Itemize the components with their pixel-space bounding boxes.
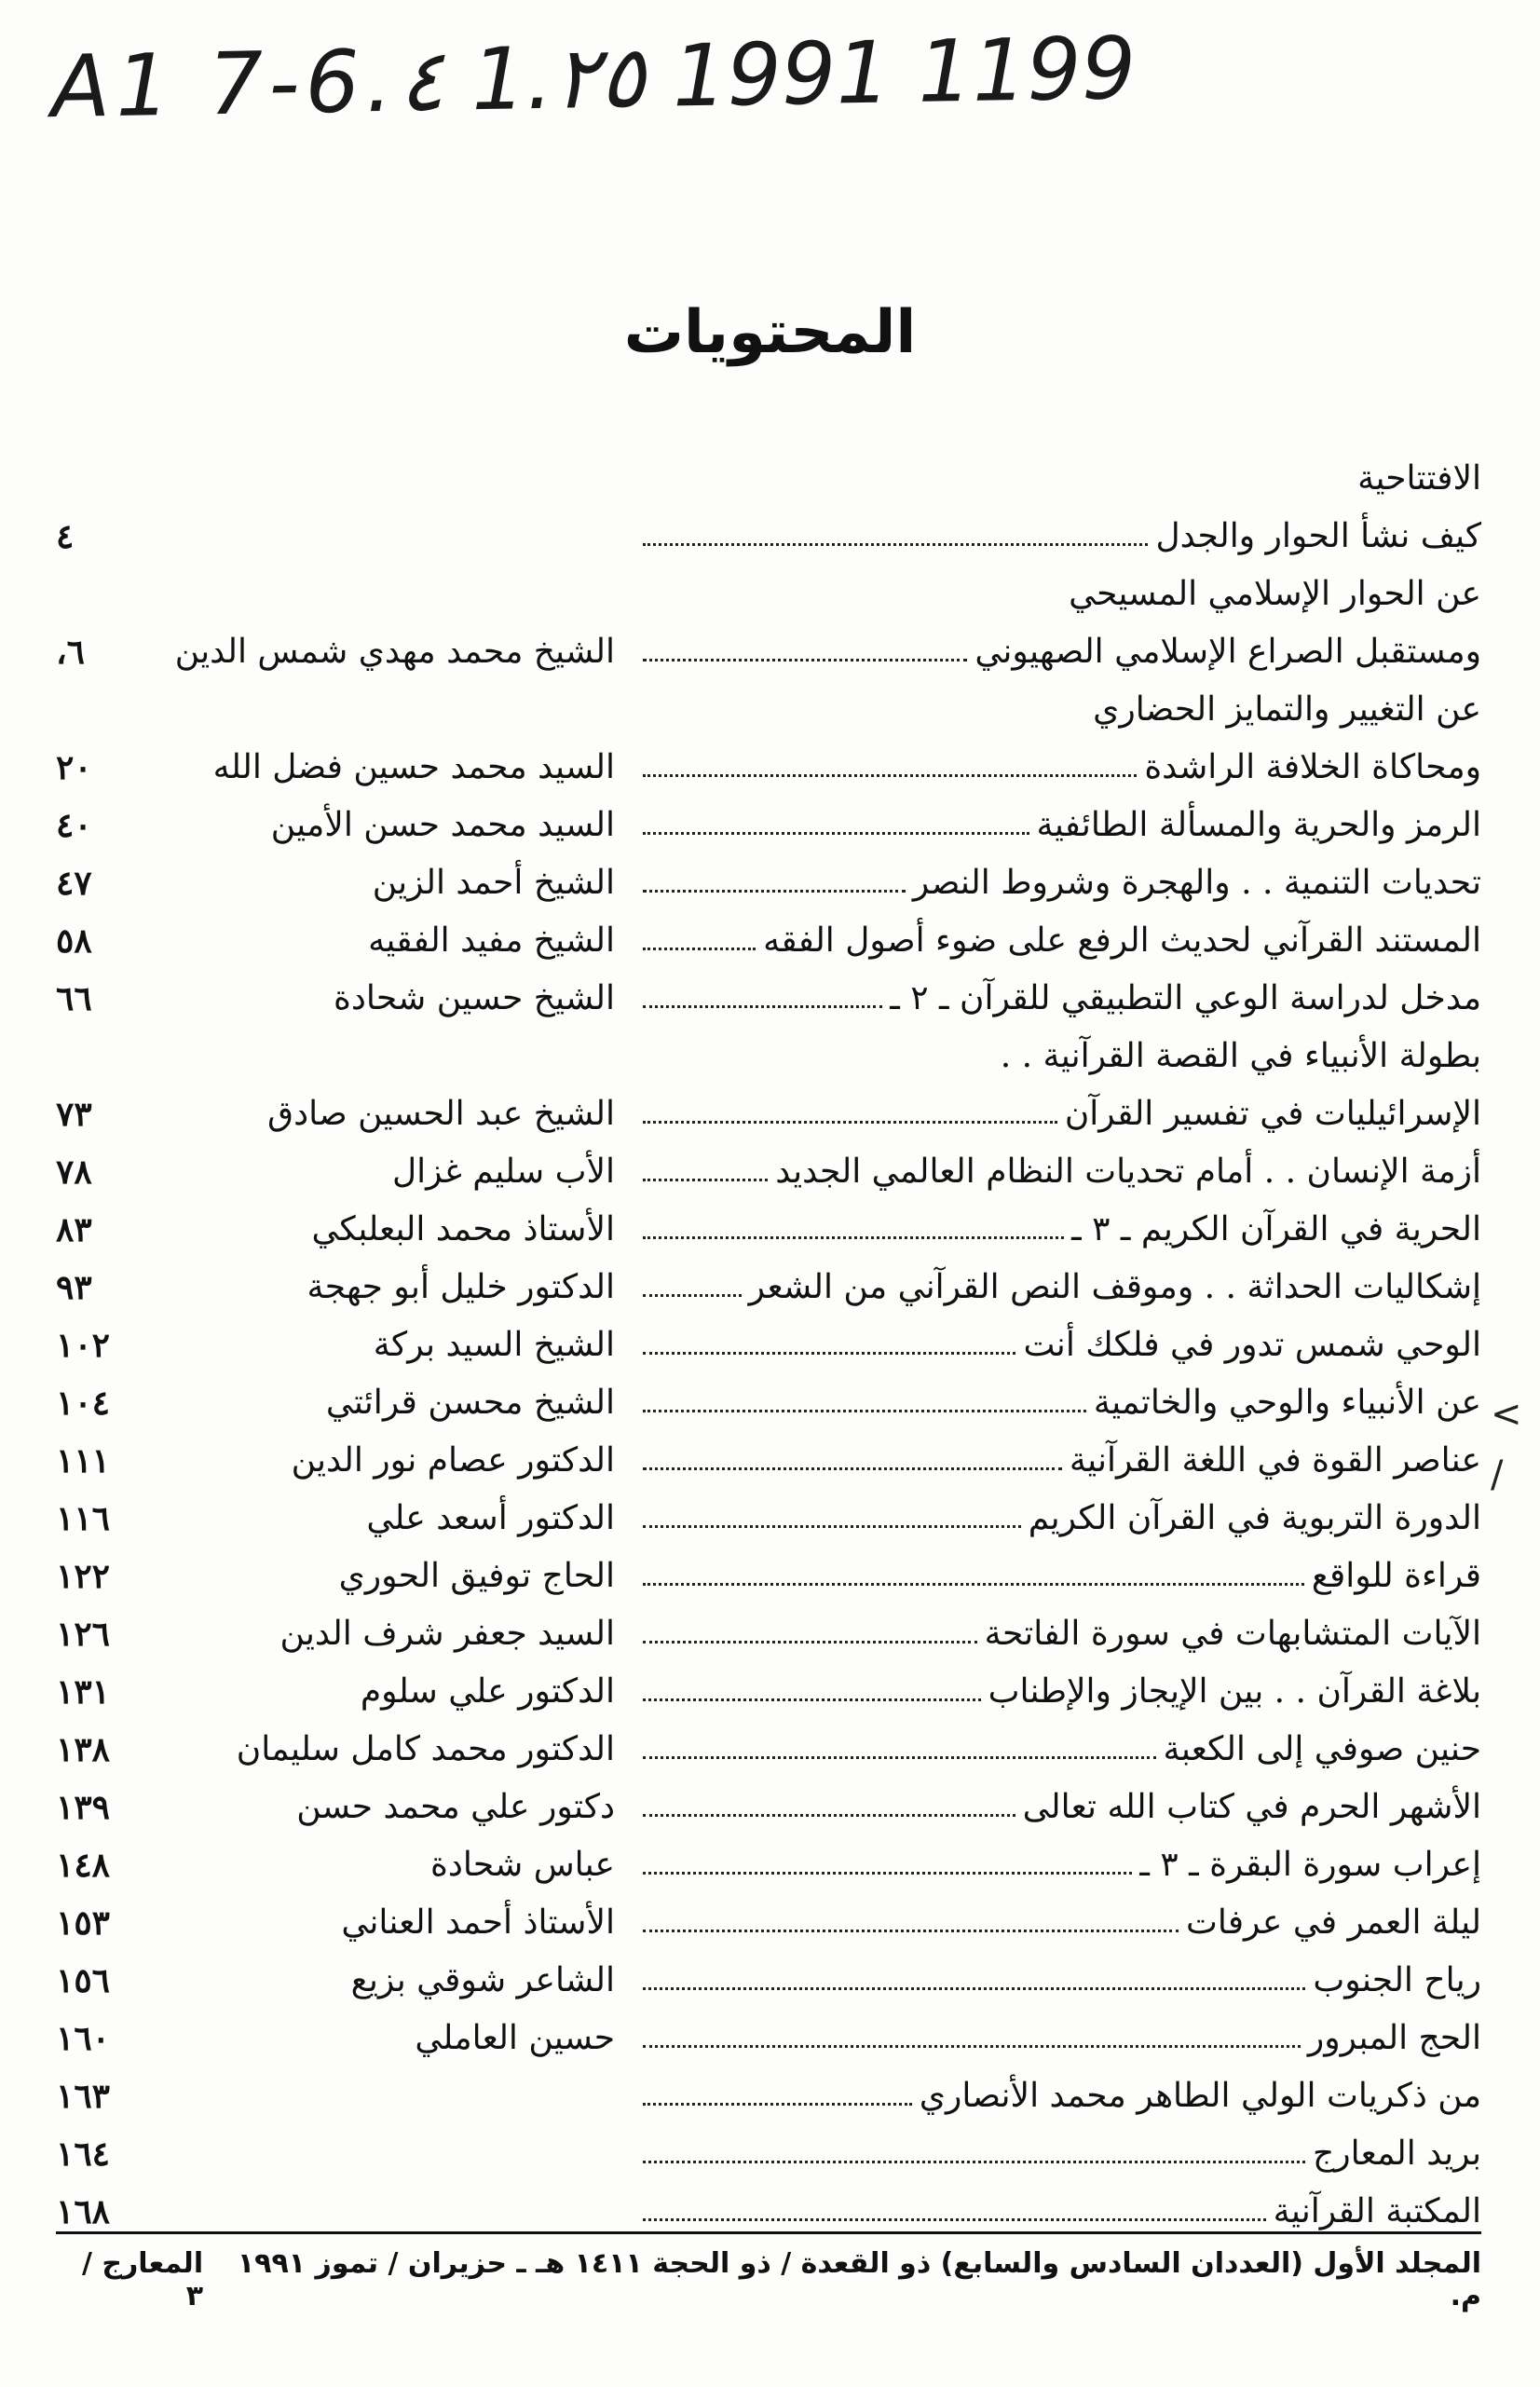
toc-entry-title: حنين صوفي إلى الكعبة: [1163, 1730, 1481, 1768]
toc-entry-author: الشيخ عبد الحسين صادق: [267, 1095, 615, 1133]
toc-entry-author: الأستاذ محمد البعلبكي: [311, 1210, 615, 1248]
toc-entry: [56, 1016, 1481, 1073]
toc-entry-author: السيد جعفر شرف الدين: [279, 1615, 615, 1653]
toc-entry-title: الافتتاحية: [1357, 459, 1481, 498]
dot-leader: [643, 1814, 1015, 1817]
toc-entry-title: الحج المبرور: [1307, 2019, 1481, 2057]
toc-entry-author: الشيخ محمد مهدي شمس الدين: [174, 633, 615, 671]
toc-entry-title: عن الأنبياء والوحي والخاتمية: [1093, 1384, 1481, 1422]
toc-entry-page: ١٣٨: [56, 1730, 111, 1769]
toc-entry-page: ٤٠: [56, 806, 92, 845]
toc-entry-title: بطولة الأنبياء في القصة القرآنية . .: [1000, 1037, 1481, 1075]
dot-leader: [643, 1583, 1304, 1586]
toc-entry-title: رياح الجنوب: [1313, 1961, 1481, 1999]
toc-entry-page: ٧٣: [56, 1095, 92, 1134]
toc-entry-title: المستند القرآني لحديث الرفع على ضوء أصول الفقه: [763, 921, 1481, 960]
dot-leader: [643, 1698, 981, 1701]
toc-entry-page: ١٢٦: [56, 1615, 111, 1654]
dot-leader: [643, 1987, 1305, 1990]
toc-entry-title: الدورة التربوية في القرآن الكريم: [1028, 1499, 1481, 1537]
toc-entry-page: ٦٦: [56, 979, 92, 1018]
toc-entry-author: الشيخ مفيد الفقيه: [368, 921, 615, 960]
dot-leader: [643, 832, 1029, 835]
dot-leader: [643, 659, 967, 662]
toc-entry-author: الدكتور محمد كامل سليمان: [236, 1730, 615, 1768]
toc-entry-title: من ذكريات الولي الطاهر محمد الأنصاري: [919, 2077, 1481, 2115]
dot-leader: [643, 1410, 1086, 1412]
dot-leader: [643, 1352, 1015, 1355]
dot-leader: [643, 543, 1148, 546]
table-of-contents: [56, 438, 1481, 2229]
toc-entry-title: بلاغة القرآن . . بين الإيجاز والإطناب: [988, 1672, 1481, 1711]
page-title: المحتويات: [623, 298, 917, 367]
toc-entry: [56, 611, 1481, 672]
dot-leader: [643, 2161, 1305, 2163]
toc-entry-page: ١٣١: [56, 1672, 111, 1712]
dot-leader: [643, 948, 756, 950]
toc-entry: [56, 2113, 1481, 2174]
toc-entry-author: السيد محمد حسين فضل الله: [212, 748, 615, 786]
toc-entry: [56, 1709, 1481, 1769]
dot-leader: [643, 1294, 742, 1297]
toc-entry: [56, 1593, 1481, 1654]
dot-leader: [643, 2045, 1301, 2048]
dot-leader: [643, 1121, 1057, 1124]
dot-leader: [643, 1756, 1156, 1759]
toc-entry-page: ١٦٣: [56, 2077, 111, 2116]
toc-entry-author: الحاج توفيق الحوري: [338, 1557, 615, 1595]
toc-entry-page: ٥٨: [56, 921, 92, 961]
toc-entry-title: كيف نشأ الحوار والجدل: [1155, 517, 1481, 555]
toc-entry-page: ١٦٠: [56, 2019, 111, 2058]
toc-entry: [56, 1478, 1481, 1538]
toc-entry-author: السيد محمد حسن الأمين: [270, 806, 615, 844]
dot-leader: [643, 1641, 977, 1644]
toc-entry: [56, 438, 1481, 496]
toc-entry-title: إعراب سورة البقرة ـ ٣ ـ: [1139, 1846, 1481, 1884]
toc-entry: [56, 2171, 1481, 2229]
toc-entry: [56, 1940, 1481, 1998]
toc-entry-page: ٩٣: [56, 1268, 92, 1307]
margin-mark: /: [1491, 1453, 1504, 1496]
toc-entry-title: إشكاليات الحداثة . . وموقف النص القرآني من الشعر: [748, 1268, 1481, 1306]
dot-leader: [643, 890, 906, 893]
dot-leader: [643, 1179, 768, 1181]
toc-entry-author: الأب سليم غزال: [391, 1153, 615, 1191]
toc-entry-title: عن التغيير والتمايز الحضاري: [1093, 690, 1481, 729]
toc-entry-page: ١٠٢: [56, 1326, 111, 1365]
toc-entry-author: الشيخ محسن قرائتي: [325, 1384, 615, 1422]
toc-entry-title: الرمز والحرية والمسألة الطائفية: [1036, 806, 1481, 844]
toc-entry-page: ٤: [56, 517, 75, 556]
toc-entry-page: ٦،: [56, 633, 85, 672]
toc-entry-page: ١٥٣: [56, 1903, 111, 1943]
toc-entry-page: ١٥٦: [56, 1961, 111, 2000]
toc-entry: [56, 1824, 1481, 1885]
dot-leader: [643, 1930, 1179, 1932]
toc-entry-title: الأشهر الحرم في كتاب الله تعالى: [1022, 1788, 1481, 1826]
toc-entry-author: الدكتور خليل أبو جهجة: [307, 1268, 615, 1306]
toc-entry-author: دكتور علي محمد حسن: [296, 1788, 615, 1826]
footer-volume-info: المجلد الأول (العددان السادس والسابع) ذو القعدة / ذو الحجة ١٤١١ هـ ـ حزيران / تموز ١٩٩١ م.: [237, 2247, 1481, 2312]
toc-entry-title: الحرية في القرآن الكريم ـ ٣ ـ: [1071, 1210, 1481, 1248]
dot-leader: [643, 774, 1137, 777]
dot-leader: [643, 2218, 1266, 2221]
toc-entry: [56, 496, 1481, 556]
toc-entry-title: أزمة الإنسان . . أمام تحديات النظام العالمي الجديد: [775, 1153, 1481, 1191]
toc-entry-page: ١١٦: [56, 1499, 111, 1538]
handwritten-annotation: A1 7-6.٤ 1.٢٥ 1991 1199: [50, 18, 1138, 138]
toc-entry-page: ٢٠: [56, 748, 92, 787]
dot-leader: [643, 2103, 912, 2106]
toc-entry-author: الشاعر شوقي بزيع: [350, 1961, 615, 1999]
toc-entry: [56, 1535, 1481, 1596]
toc-entry-title: الآيات المتشابهات في سورة الفاتحة: [984, 1615, 1481, 1653]
toc-entry: [56, 1651, 1481, 1712]
toc-entry: [56, 1362, 1481, 1423]
toc-entry-title: ومحاكاة الخلافة الراشدة: [1144, 748, 1481, 786]
dot-leader: [643, 1467, 1062, 1470]
toc-entry-author: الشيخ السيد بركة: [373, 1326, 615, 1364]
toc-entry-page: ١٠٤: [56, 1384, 111, 1423]
toc-entry-author: حسين العاملي: [415, 2019, 615, 2057]
toc-entry: [56, 2055, 1481, 2116]
toc-entry-page: ٨٣: [56, 1210, 92, 1249]
toc-entry: [56, 1998, 1481, 2058]
toc-entry-title: عن الحوار الإسلامي المسيحي: [1069, 575, 1481, 613]
toc-entry: [56, 842, 1481, 903]
toc-entry: [56, 958, 1481, 1016]
toc-entry: [56, 1420, 1481, 1478]
toc-entry-page: ١٦٨: [56, 2192, 111, 2231]
toc-entry-title: ومستقبل الصراع الإسلامي الصهيوني: [974, 633, 1481, 671]
toc-entry-title: الوحي شمس تدور في فلكك أنت: [1023, 1326, 1481, 1364]
toc-entry-author: الشيخ حسين شحادة: [334, 979, 615, 1017]
footer: [56, 2247, 1481, 2312]
toc-entry-title: مدخل لدراسة الوعي التطبيقي للقرآن ـ ٢ ـ: [890, 979, 1481, 1017]
toc-entry-page: ٧٨: [56, 1153, 92, 1192]
toc-entry: [56, 1189, 1481, 1247]
toc-entry: [56, 553, 1481, 611]
toc-entry: [56, 727, 1481, 787]
toc-entry-title: عناصر القوة في اللغة القرآنية: [1069, 1441, 1481, 1480]
toc-entry: [56, 1766, 1481, 1827]
toc-entry-author: عباس شحادة: [430, 1846, 615, 1884]
toc-entry-page: ١٣٩: [56, 1788, 111, 1827]
toc-entry-title: المكتبة القرآنية: [1273, 2192, 1481, 2230]
toc-entry-page: ٤٧: [56, 864, 92, 903]
toc-entry: [56, 1882, 1481, 1943]
toc-entry: [56, 1073, 1481, 1134]
toc-entry-title: قراءة للواقع: [1311, 1557, 1481, 1595]
toc-entry: [56, 900, 1481, 961]
toc-entry-page: ١١١: [56, 1441, 111, 1480]
margin-mark: <: [1491, 1393, 1522, 1436]
toc-entry-page: ١٦٤: [56, 2135, 111, 2174]
dot-leader: [643, 1236, 1064, 1239]
dot-leader: [643, 1872, 1132, 1875]
toc-entry: [56, 1304, 1481, 1365]
toc-entry-author: الدكتور علي سلوم: [360, 1672, 615, 1711]
footer-rule: [56, 2231, 1481, 2234]
toc-entry-author: الشيخ أحمد الزين: [372, 864, 615, 902]
toc-entry-author: الأستاذ أحمد العناني: [341, 1903, 615, 1942]
toc-entry-title: بريد المعارج: [1313, 2135, 1481, 2173]
toc-entry-author: الدكتور أسعد علي: [366, 1499, 615, 1537]
toc-entry: [56, 1247, 1481, 1307]
dot-leader: [643, 1525, 1021, 1528]
toc-entry: [56, 784, 1481, 845]
toc-entry-title: تحديات التنمية . . والهجرة وشروط النصر: [912, 864, 1481, 902]
footer-journal-page: المعارج / ٣: [81, 2247, 204, 2312]
toc-entry-author: الدكتور عصام نور الدين: [291, 1441, 615, 1480]
toc-entry: [56, 1131, 1481, 1192]
toc-entry-title: الإسرائيليات في تفسير القرآن: [1064, 1095, 1481, 1133]
toc-entry-title: ليلة العمر في عرفات: [1185, 1903, 1481, 1942]
toc-entry-page: ١٤٨: [56, 1846, 111, 1885]
toc-entry: [56, 669, 1481, 727]
dot-leader: [643, 1005, 882, 1008]
toc-entry-page: ١٢٢: [56, 1557, 111, 1596]
